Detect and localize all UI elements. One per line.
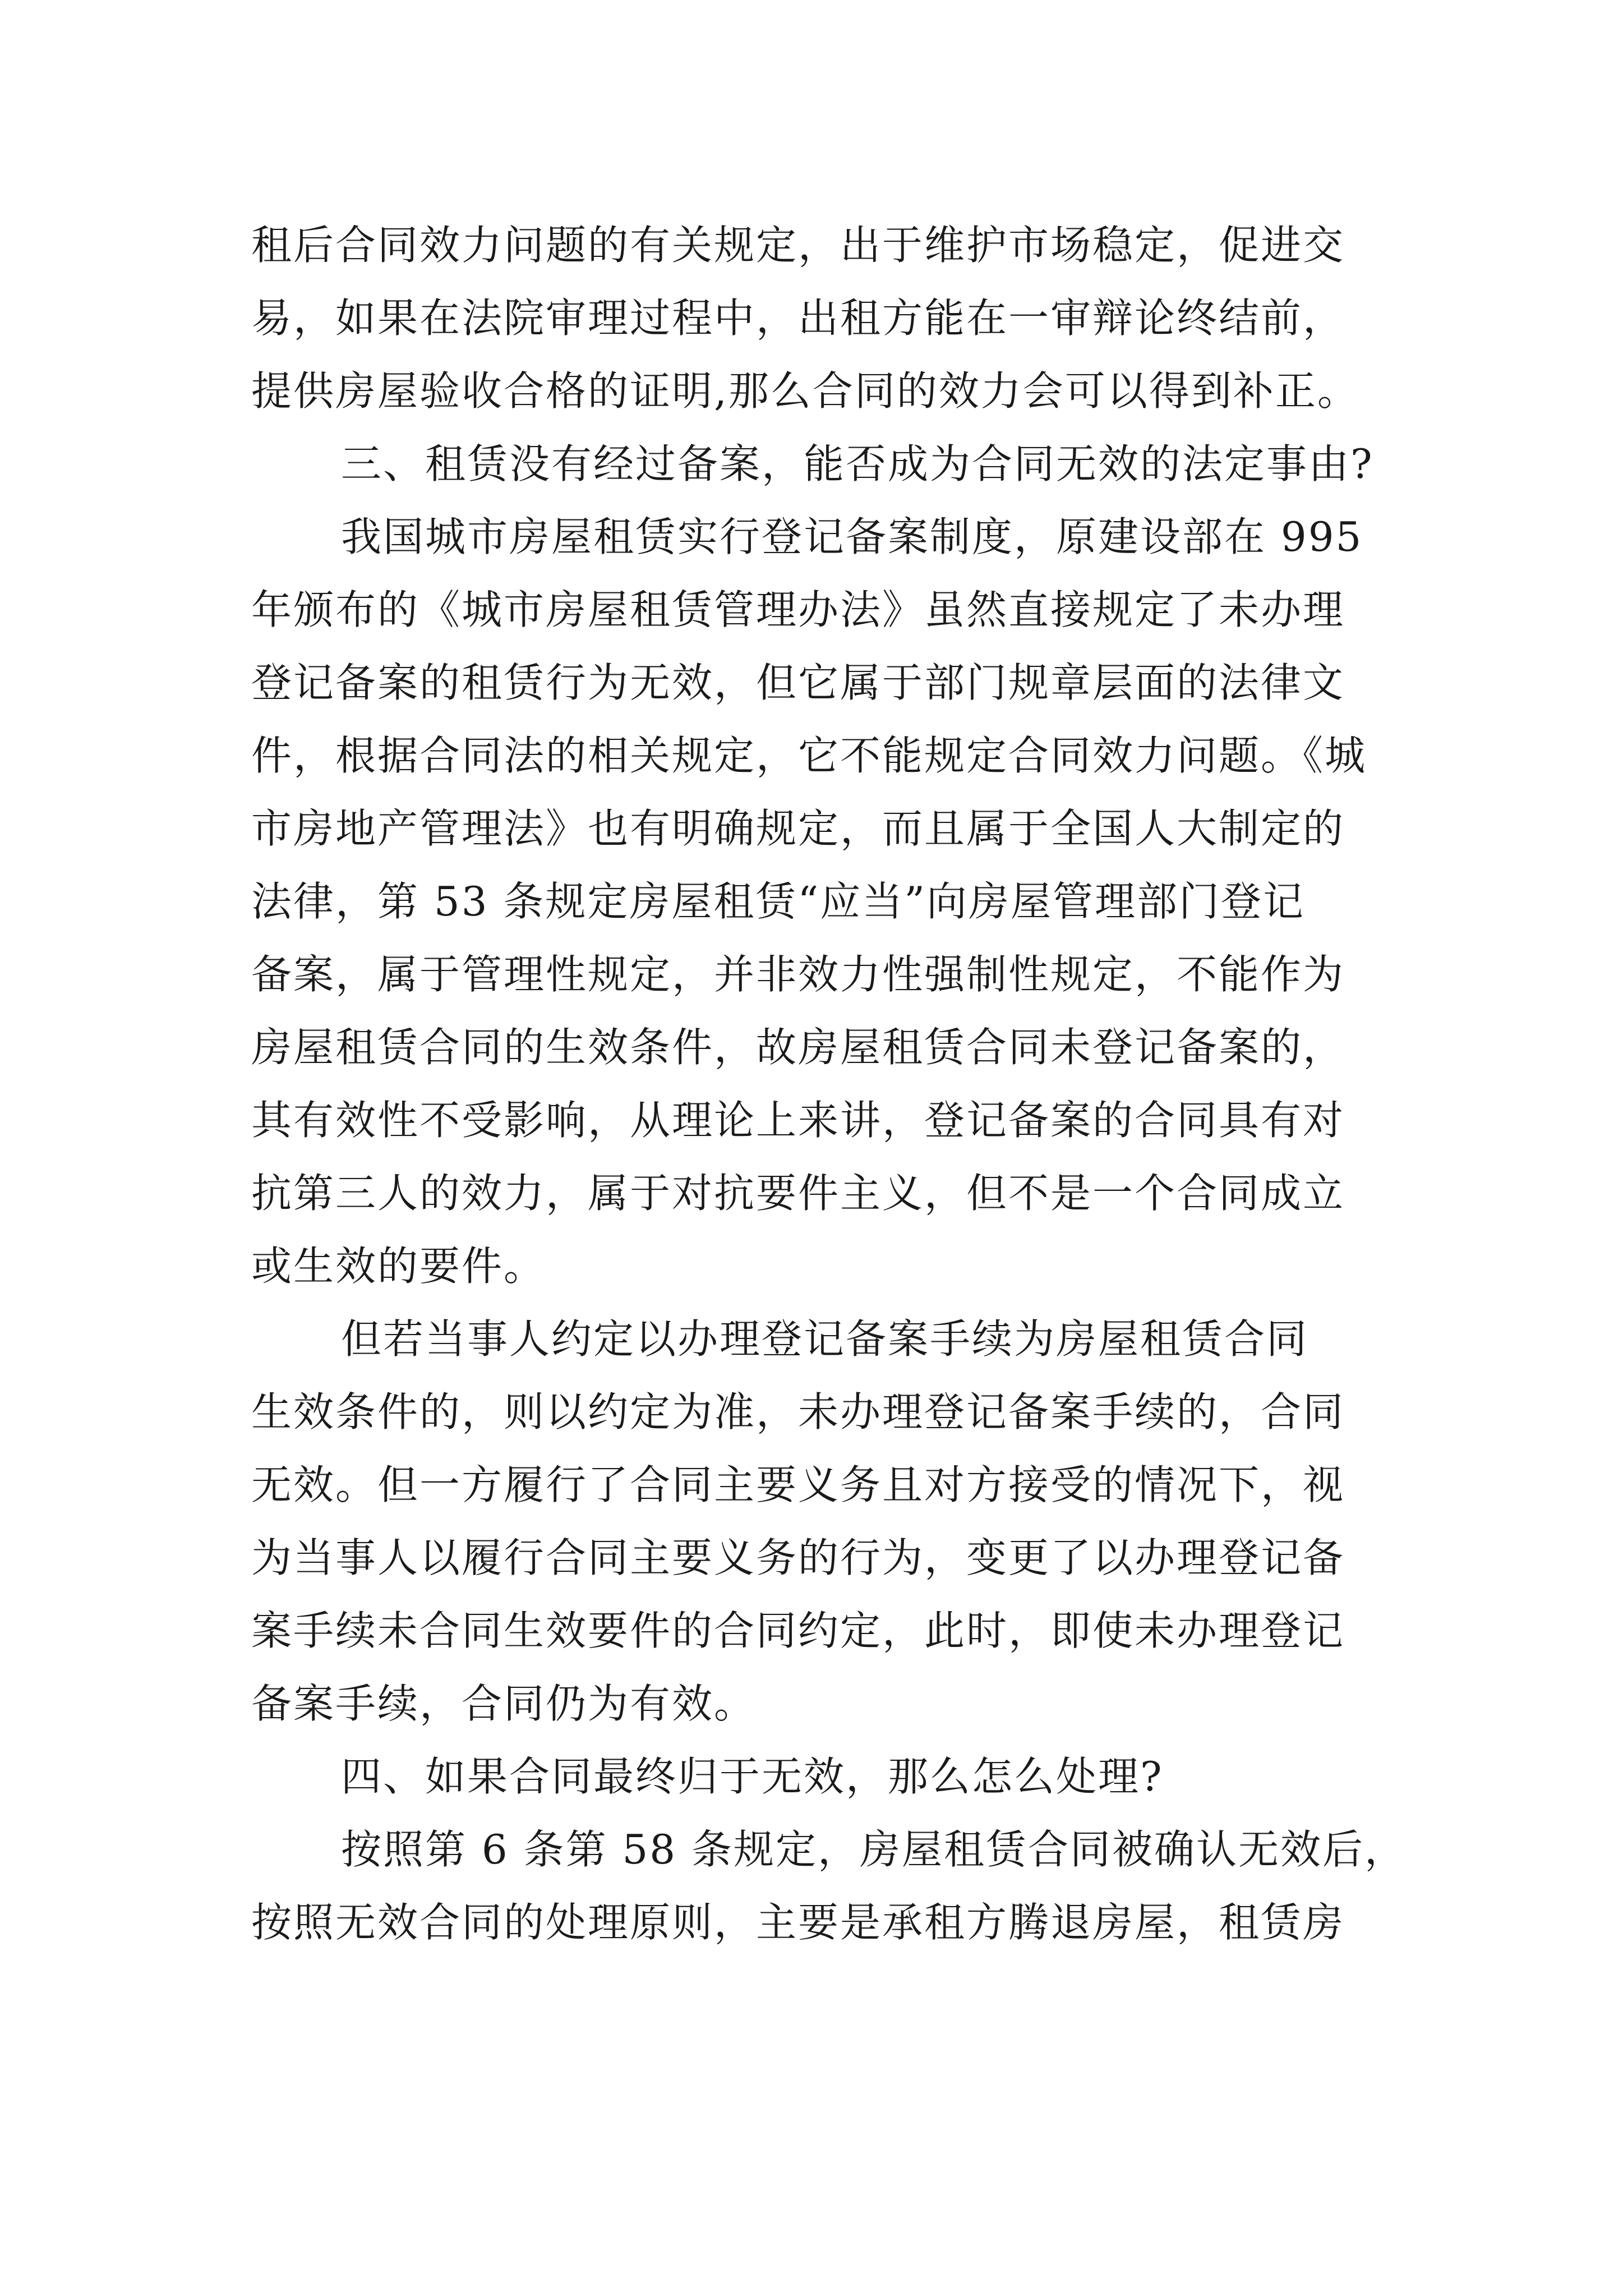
text-line: 无效。但一方履行了合同主要义务且对方接受的情况下，视 [251,1461,1345,1508]
text-line: 备案手续，合同仍为有效。 [251,1680,757,1727]
text-line: 三、租赁没有经过备案，能否成为合同无效的法定事由? [341,440,1374,487]
text-line: 市房地产管理法》也有明确规定，而且属于全国人大制定的 [251,805,1345,852]
text-line: 租后合同效力问题的有关规定，出于维护市场稳定，促进交 [251,222,1345,269]
text-line: 提供房屋验收合格的证明,那么合同的效力会可以得到补正。 [251,367,1359,415]
text-line: 房屋租赁合同的生效条件，故房屋租赁合同未登记备案的， [251,1024,1345,1071]
text-line: 年颁布的《城市房屋租赁管理办法》虽然直接规定了未办理 [251,586,1345,633]
text-line: 生效条件的，则以约定为准，未办理登记备案手续的，合同 [251,1388,1345,1435]
text-line: 易，如果在法院审理过程中，出租方能在一审辩论终结前， [251,295,1345,342]
text-line: 备案，属于管理性规定，并非效力性强制性规定，不能作为 [251,951,1345,998]
text-line: 登记备案的租赁行为无效，但它属于部门规章层面的法律文 [251,659,1345,706]
document-body [251,209,1407,1959]
text-line: 件，根据合同法的相关规定，它不能规定合同效力问题。《城 [251,732,1367,779]
text-line: 其有效性不受影响，从理论上来讲，登记备案的合同具有对 [251,1097,1345,1144]
text-line: 按照第 6 条第 58 条规定，房屋租赁合同被确认无效后， [341,1826,1407,1873]
text-line: 但若当事人约定以办理登记备案手续为房屋租赁合同 [341,1315,1309,1363]
text-line: 四、如果合同最终归于无效，那么怎么处理? [341,1753,1164,1800]
text-line: 为当事人以履行合同主要义务的行为，变更了以办理登记备 [251,1534,1345,1581]
text-line: 抗第三人的效力，属于对抗要件主义，但不是一个合同成立 [251,1170,1345,1217]
text-line: 案手续未合同生效要件的合同约定，此时，即使未办理登记 [251,1607,1345,1654]
text-line: 按照无效合同的处理原则，主要是承租方腾退房屋，租赁房 [251,1899,1345,1946]
text-line: 或生效的要件。 [251,1243,546,1290]
text-line: 法律，第 53 条规定房屋租赁“应当”向房屋管理部门登记 [251,878,1306,925]
text-line: 我国城市房屋租赁实行登记备案制度，原建设部在 995 [341,513,1363,560]
